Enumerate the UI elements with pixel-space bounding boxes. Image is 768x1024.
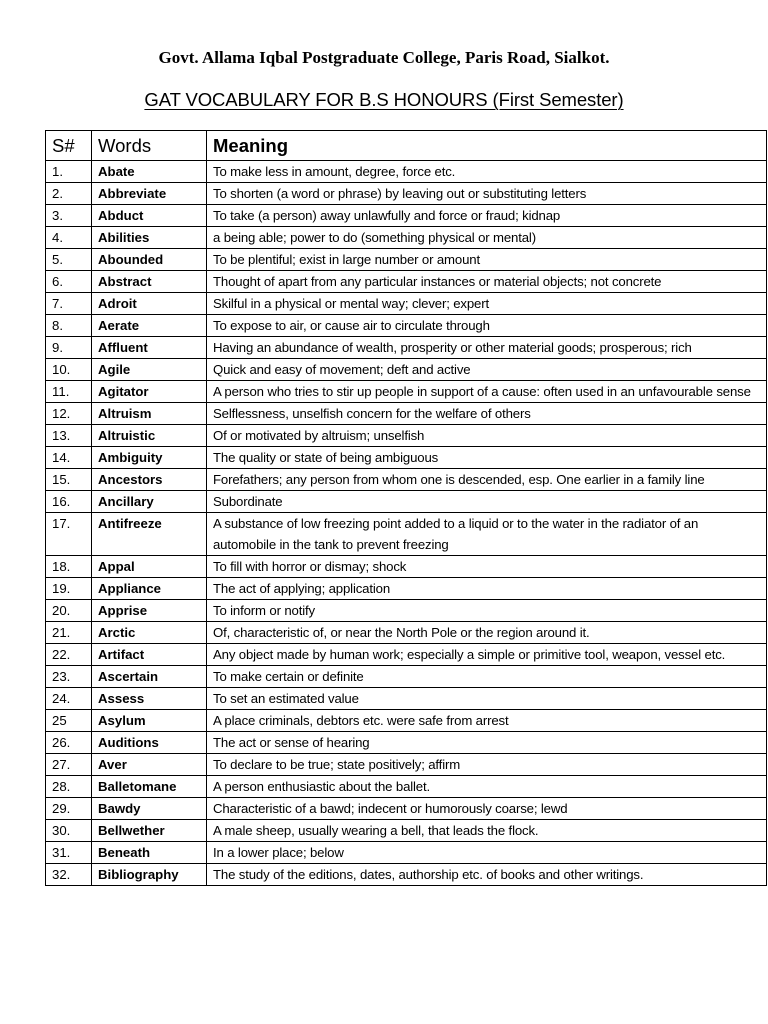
- table-row: [46, 820, 767, 842]
- word-cell: Ancillary: [92, 491, 207, 513]
- meaning-cell: The act of applying; application: [207, 578, 767, 600]
- document-title: GAT VOCABULARY FOR B.S HONOURS (First Semester): [144, 89, 624, 110]
- serial-number-cell: 13.: [46, 425, 92, 447]
- meaning-cell: A person who tries to stir up people in support of a cause: often used in an unfavourable sense: [207, 381, 767, 403]
- meaning-cell: Quick and easy of movement; deft and active: [207, 359, 767, 381]
- table-row: [46, 293, 767, 315]
- table-row: [46, 600, 767, 622]
- table-row: [46, 315, 767, 337]
- table-row: [46, 381, 767, 403]
- word-cell: Asylum: [92, 710, 207, 732]
- table-row: [46, 644, 767, 666]
- column-header-words: Words: [92, 131, 207, 161]
- meaning-cell: To set an estimated value: [207, 688, 767, 710]
- meaning-cell: A person enthusiastic about the ballet.: [207, 776, 767, 798]
- meaning-cell: Of or motivated by altruism; unselfish: [207, 425, 767, 447]
- meaning-cell: Skilful in a physical or mental way; clever; expert: [207, 293, 767, 315]
- word-cell: Ascertain: [92, 666, 207, 688]
- table-row: [46, 798, 767, 820]
- column-header-serial: S#: [46, 131, 92, 161]
- serial-number-cell: 14.: [46, 447, 92, 469]
- word-cell: Appal: [92, 556, 207, 578]
- serial-number-cell: 9.: [46, 337, 92, 359]
- serial-number-cell: 16.: [46, 491, 92, 513]
- word-cell: Abate: [92, 161, 207, 183]
- table-row: [46, 469, 767, 491]
- table-row: [46, 732, 767, 754]
- meaning-cell: A male sheep, usually wearing a bell, that leads the flock.: [207, 820, 767, 842]
- meaning-cell: To fill with horror or dismay; shock: [207, 556, 767, 578]
- serial-number-cell: 17.: [46, 513, 92, 556]
- serial-number-cell: 30.: [46, 820, 92, 842]
- serial-number-cell: 25: [46, 710, 92, 732]
- table-row: [46, 161, 767, 183]
- word-cell: Ambiguity: [92, 447, 207, 469]
- meaning-cell: A substance of low freezing point added to a liquid or to the water in the radiator of an automobile in the tank to prevent freezing: [207, 513, 767, 556]
- word-cell: Abstract: [92, 271, 207, 293]
- serial-number-cell: 21.: [46, 622, 92, 644]
- word-cell: Affluent: [92, 337, 207, 359]
- word-cell: Balletomane: [92, 776, 207, 798]
- vocabulary-table: [45, 130, 767, 886]
- serial-number-cell: 3.: [46, 205, 92, 227]
- word-cell: Abilities: [92, 227, 207, 249]
- serial-number-cell: 8.: [46, 315, 92, 337]
- meaning-cell: The study of the editions, dates, authorship etc. of books and other writings.: [207, 864, 767, 886]
- serial-number-cell: 20.: [46, 600, 92, 622]
- word-cell: Aerate: [92, 315, 207, 337]
- table-body: [46, 161, 767, 886]
- table-row: [46, 491, 767, 513]
- serial-number-cell: 12.: [46, 403, 92, 425]
- meaning-cell: To declare to be true; state positively; affirm: [207, 754, 767, 776]
- serial-number-cell: 6.: [46, 271, 92, 293]
- serial-number-cell: 26.: [46, 732, 92, 754]
- meaning-cell: In a lower place; below: [207, 842, 767, 864]
- word-cell: Antifreeze: [92, 513, 207, 556]
- table-row: [46, 622, 767, 644]
- serial-number-cell: 2.: [46, 183, 92, 205]
- word-cell: Apprise: [92, 600, 207, 622]
- table-row: [46, 249, 767, 271]
- word-cell: Arctic: [92, 622, 207, 644]
- table-row: [46, 776, 767, 798]
- table-row: [46, 271, 767, 293]
- serial-number-cell: 22.: [46, 644, 92, 666]
- word-cell: Beneath: [92, 842, 207, 864]
- serial-number-cell: 23.: [46, 666, 92, 688]
- word-cell: Appliance: [92, 578, 207, 600]
- meaning-cell: Thought of apart from any particular instances or material objects; not concrete: [207, 271, 767, 293]
- word-cell: Ancestors: [92, 469, 207, 491]
- table-row: [46, 183, 767, 205]
- meaning-cell: Characteristic of a bawd; indecent or humorously coarse; lewd: [207, 798, 767, 820]
- word-cell: Auditions: [92, 732, 207, 754]
- table-row: [46, 666, 767, 688]
- serial-number-cell: 7.: [46, 293, 92, 315]
- table-header-row: [46, 131, 767, 161]
- meaning-cell: To make less in amount, degree, force etc.: [207, 161, 767, 183]
- serial-number-cell: 27.: [46, 754, 92, 776]
- word-cell: Abduct: [92, 205, 207, 227]
- table-row: [46, 359, 767, 381]
- table-row: [46, 842, 767, 864]
- serial-number-cell: 15.: [46, 469, 92, 491]
- word-cell: Abounded: [92, 249, 207, 271]
- meaning-cell: Any object made by human work; especially a simple or primitive tool, weapon, vessel etc.: [207, 644, 767, 666]
- meaning-cell: Of, characteristic of, or near the North Pole or the region around it.: [207, 622, 767, 644]
- word-cell: Aver: [92, 754, 207, 776]
- word-cell: Adroit: [92, 293, 207, 315]
- word-cell: Bawdy: [92, 798, 207, 820]
- table-row: [46, 688, 767, 710]
- serial-number-cell: 1.: [46, 161, 92, 183]
- word-cell: Assess: [92, 688, 207, 710]
- word-cell: Abbreviate: [92, 183, 207, 205]
- serial-number-cell: 29.: [46, 798, 92, 820]
- word-cell: Agile: [92, 359, 207, 381]
- serial-number-cell: 24.: [46, 688, 92, 710]
- meaning-cell: a being able; power to do (something physical or mental): [207, 227, 767, 249]
- table-row: [46, 403, 767, 425]
- table-row: [46, 337, 767, 359]
- meaning-cell: The act or sense of hearing: [207, 732, 767, 754]
- meaning-cell: A place criminals, debtors etc. were safe from arrest: [207, 710, 767, 732]
- table-row: [46, 578, 767, 600]
- meaning-cell: To inform or notify: [207, 600, 767, 622]
- meaning-cell: To make certain or definite: [207, 666, 767, 688]
- meaning-cell: To take (a person) away unlawfully and force or fraud; kidnap: [207, 205, 767, 227]
- meaning-cell: To expose to air, or cause air to circulate through: [207, 315, 767, 337]
- word-cell: Agitator: [92, 381, 207, 403]
- word-cell: Artifact: [92, 644, 207, 666]
- word-cell: Bellwether: [92, 820, 207, 842]
- table-row: [46, 710, 767, 732]
- document-title-container: [0, 89, 768, 111]
- serial-number-cell: 4.: [46, 227, 92, 249]
- serial-number-cell: 18.: [46, 556, 92, 578]
- table-row: [46, 425, 767, 447]
- serial-number-cell: 32.: [46, 864, 92, 886]
- word-cell: Altruistic: [92, 425, 207, 447]
- serial-number-cell: 10.: [46, 359, 92, 381]
- table-row: [46, 205, 767, 227]
- serial-number-cell: 19.: [46, 578, 92, 600]
- column-header-meaning: Meaning: [207, 131, 767, 161]
- meaning-cell: Forefathers; any person from whom one is descended, esp. One earlier in a family line: [207, 469, 767, 491]
- meaning-cell: Selflessness, unselfish concern for the welfare of others: [207, 403, 767, 425]
- meaning-cell: The quality or state of being ambiguous: [207, 447, 767, 469]
- serial-number-cell: 11.: [46, 381, 92, 403]
- serial-number-cell: 28.: [46, 776, 92, 798]
- meaning-cell: To shorten (a word or phrase) by leaving out or substituting letters: [207, 183, 767, 205]
- meaning-cell: Subordinate: [207, 491, 767, 513]
- table-row: [46, 227, 767, 249]
- college-header: Govt. Allama Iqbal Postgraduate College, Paris Road, Sialkot.: [158, 48, 610, 67]
- table-row: [46, 513, 767, 556]
- meaning-cell: Having an abundance of wealth, prosperity or other material goods; prosperous; rich: [207, 337, 767, 359]
- word-cell: Bibliography: [92, 864, 207, 886]
- table-row: [46, 864, 767, 886]
- serial-number-cell: 5.: [46, 249, 92, 271]
- table-row: [46, 754, 767, 776]
- meaning-cell: To be plentiful; exist in large number or amount: [207, 249, 767, 271]
- table-row: [46, 556, 767, 578]
- table-row: [46, 447, 767, 469]
- word-cell: Altruism: [92, 403, 207, 425]
- serial-number-cell: 31.: [46, 842, 92, 864]
